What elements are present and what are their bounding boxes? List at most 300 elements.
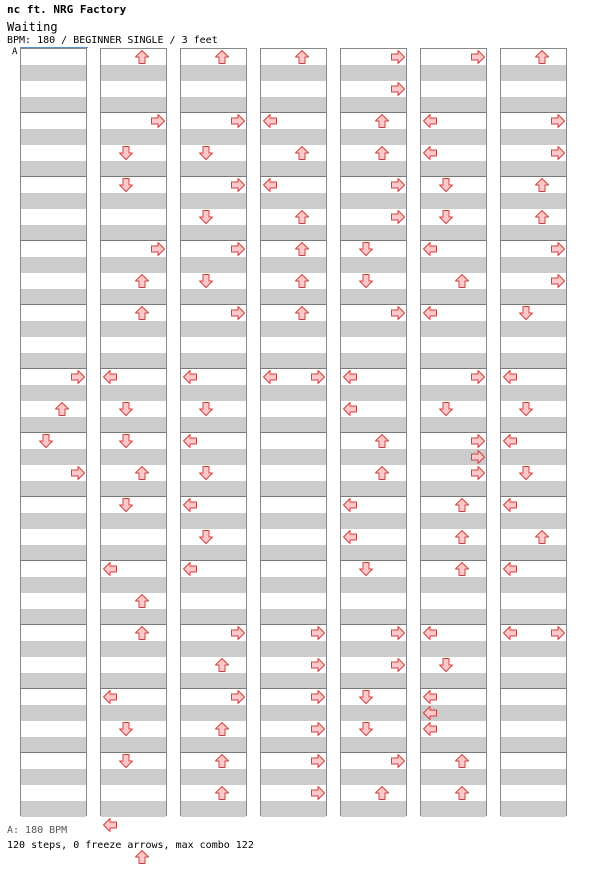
- left-arrow-icon: [502, 369, 518, 385]
- left-arrow-icon: [502, 561, 518, 577]
- beat-stripe: [421, 513, 486, 529]
- beat-stripe: [341, 513, 406, 529]
- up-arrow-icon: [374, 433, 390, 449]
- beat-stripe: [421, 769, 486, 785]
- chart-column-6: [420, 48, 487, 816]
- up-arrow-icon: [294, 273, 310, 289]
- beat-stripe: [501, 417, 566, 433]
- left-arrow-icon: [342, 497, 358, 513]
- song-artist: nc ft. NRG Factory: [7, 3, 127, 16]
- beat-stripe: [341, 129, 406, 145]
- right-arrow-icon: [230, 689, 246, 705]
- beat-stripe: [261, 193, 326, 209]
- left-arrow-icon: [262, 177, 278, 193]
- beat-stripe: [501, 481, 566, 497]
- beat-stripe: [101, 65, 166, 81]
- chart-column-5: [340, 48, 407, 816]
- down-arrow-icon: [198, 465, 214, 481]
- right-arrow-icon: [310, 753, 326, 769]
- measure-line: [21, 624, 86, 625]
- beat-stripe: [261, 705, 326, 721]
- left-arrow-icon: [422, 145, 438, 161]
- down-arrow-icon: [438, 177, 454, 193]
- left-arrow-icon: [102, 369, 118, 385]
- up-arrow-icon: [374, 785, 390, 801]
- measure-line: [21, 688, 86, 689]
- beat-stripe: [21, 513, 86, 529]
- beat-stripe: [421, 609, 486, 625]
- beat-stripe: [101, 289, 166, 305]
- beat-stripe: [501, 193, 566, 209]
- chart-meta: BPM: 180 / BEGINNER SINGLE / 3 feet: [7, 35, 218, 46]
- up-arrow-icon: [454, 785, 470, 801]
- beat-stripe: [501, 769, 566, 785]
- beat-stripe: [421, 225, 486, 241]
- up-arrow-icon: [54, 401, 70, 417]
- beat-stripe: [21, 609, 86, 625]
- beat-stripe: [261, 609, 326, 625]
- beat-stripe: [181, 641, 246, 657]
- beat-stripe: [181, 97, 246, 113]
- beat-stripe: [181, 577, 246, 593]
- beat-stripe: [21, 801, 86, 817]
- left-arrow-icon: [182, 561, 198, 577]
- beat-stripe: [21, 193, 86, 209]
- beat-stripe: [261, 737, 326, 753]
- up-arrow-icon: [454, 273, 470, 289]
- up-arrow-icon: [134, 465, 150, 481]
- left-arrow-icon: [422, 113, 438, 129]
- right-arrow-icon: [470, 449, 486, 465]
- down-arrow-icon: [518, 465, 534, 481]
- beat-stripe: [21, 417, 86, 433]
- measure-line: [21, 560, 86, 561]
- bpm-marker-label: A: [12, 47, 18, 57]
- beat-stripe: [421, 129, 486, 145]
- beat-stripe: [421, 545, 486, 561]
- beat-stripe: [261, 129, 326, 145]
- beat-stripe: [181, 161, 246, 177]
- left-arrow-icon: [502, 497, 518, 513]
- up-arrow-icon: [374, 113, 390, 129]
- beat-stripe: [181, 321, 246, 337]
- down-arrow-icon: [118, 177, 134, 193]
- beat-stripe: [261, 769, 326, 785]
- right-arrow-icon: [550, 145, 566, 161]
- beat-stripe: [21, 129, 86, 145]
- up-arrow-icon: [134, 593, 150, 609]
- up-arrow-icon: [214, 49, 230, 65]
- beat-stripe: [181, 737, 246, 753]
- beat-stripe: [101, 737, 166, 753]
- beat-stripe: [421, 737, 486, 753]
- down-arrow-icon: [118, 753, 134, 769]
- beat-stripe: [341, 321, 406, 337]
- beat-stripe: [261, 417, 326, 433]
- beat-stripe: [341, 641, 406, 657]
- beat-stripe: [21, 161, 86, 177]
- up-arrow-icon: [454, 497, 470, 513]
- beat-stripe: [501, 161, 566, 177]
- beat-stripe: [501, 257, 566, 273]
- beat-stripe: [101, 801, 166, 817]
- beat-stripe: [261, 641, 326, 657]
- beat-stripe: [261, 65, 326, 81]
- right-arrow-icon: [390, 625, 406, 641]
- down-arrow-icon: [358, 561, 374, 577]
- beat-stripe: [21, 449, 86, 465]
- left-arrow-icon: [422, 689, 438, 705]
- right-arrow-icon: [150, 241, 166, 257]
- beat-stripe: [501, 225, 566, 241]
- beat-stripe: [501, 97, 566, 113]
- right-arrow-icon: [310, 369, 326, 385]
- right-arrow-icon: [310, 625, 326, 641]
- beat-stripe: [341, 801, 406, 817]
- measure-line: [21, 496, 86, 497]
- chart-summary: 120 steps, 0 freeze arrows, max combo 122: [7, 840, 254, 851]
- beat-stripe: [181, 545, 246, 561]
- beat-stripe: [501, 641, 566, 657]
- down-arrow-icon: [198, 145, 214, 161]
- beat-stripe: [341, 161, 406, 177]
- beat-stripe: [21, 289, 86, 305]
- up-arrow-icon: [454, 529, 470, 545]
- up-arrow-icon: [294, 49, 310, 65]
- beat-stripe: [421, 385, 486, 401]
- left-arrow-icon: [182, 369, 198, 385]
- beat-stripe: [101, 385, 166, 401]
- beat-stripe: [501, 737, 566, 753]
- beat-stripe: [261, 161, 326, 177]
- measure-line: [501, 752, 566, 753]
- beat-stripe: [341, 449, 406, 465]
- right-arrow-icon: [550, 241, 566, 257]
- beat-stripe: [101, 577, 166, 593]
- measure-line: [21, 240, 86, 241]
- left-arrow-icon: [262, 113, 278, 129]
- beat-stripe: [101, 417, 166, 433]
- up-arrow-icon: [214, 721, 230, 737]
- beat-stripe: [501, 449, 566, 465]
- beat-stripe: [21, 65, 86, 81]
- beat-stripe: [21, 769, 86, 785]
- right-arrow-icon: [310, 689, 326, 705]
- left-arrow-icon: [422, 625, 438, 641]
- beat-stripe: [21, 705, 86, 721]
- beat-stripe: [421, 641, 486, 657]
- beat-stripe: [101, 545, 166, 561]
- down-arrow-icon: [118, 433, 134, 449]
- right-arrow-icon: [390, 177, 406, 193]
- right-arrow-icon: [230, 241, 246, 257]
- beat-stripe: [421, 353, 486, 369]
- beat-stripe: [181, 673, 246, 689]
- beat-stripe: [341, 353, 406, 369]
- left-arrow-icon: [422, 241, 438, 257]
- beat-stripe: [421, 65, 486, 81]
- measure-line: [21, 112, 86, 113]
- measure-line: [21, 304, 86, 305]
- beat-stripe: [501, 609, 566, 625]
- beat-stripe: [181, 353, 246, 369]
- right-arrow-icon: [550, 113, 566, 129]
- beat-stripe: [101, 449, 166, 465]
- beat-stripe: [101, 513, 166, 529]
- beat-stripe: [421, 161, 486, 177]
- beat-stripe: [101, 225, 166, 241]
- beat-stripe: [181, 257, 246, 273]
- beat-stripe: [501, 545, 566, 561]
- beat-stripe: [501, 577, 566, 593]
- beat-stripe: [261, 513, 326, 529]
- down-arrow-icon: [358, 689, 374, 705]
- chart-column-3: [180, 48, 247, 816]
- beat-stripe: [21, 481, 86, 497]
- down-arrow-icon: [518, 305, 534, 321]
- right-arrow-icon: [230, 305, 246, 321]
- left-arrow-icon: [502, 433, 518, 449]
- up-arrow-icon: [454, 753, 470, 769]
- beat-stripe: [181, 481, 246, 497]
- beat-stripe: [341, 289, 406, 305]
- left-arrow-icon: [102, 689, 118, 705]
- beat-stripe: [181, 65, 246, 81]
- beat-stripe: [341, 225, 406, 241]
- beat-stripe: [421, 193, 486, 209]
- beat-stripe: [181, 513, 246, 529]
- right-arrow-icon: [390, 81, 406, 97]
- right-arrow-icon: [70, 465, 86, 481]
- down-arrow-icon: [198, 401, 214, 417]
- beat-stripe: [101, 129, 166, 145]
- down-arrow-icon: [358, 273, 374, 289]
- beat-stripe: [261, 257, 326, 273]
- up-arrow-icon: [134, 305, 150, 321]
- right-arrow-icon: [230, 625, 246, 641]
- beat-stripe: [501, 289, 566, 305]
- right-arrow-icon: [470, 433, 486, 449]
- chart-column-4: [260, 48, 327, 816]
- beat-stripe: [261, 449, 326, 465]
- down-arrow-icon: [118, 401, 134, 417]
- beat-stripe: [181, 129, 246, 145]
- right-arrow-icon: [550, 625, 566, 641]
- left-arrow-icon: [502, 625, 518, 641]
- up-arrow-icon: [134, 273, 150, 289]
- beat-stripe: [181, 193, 246, 209]
- beat-stripe: [101, 769, 166, 785]
- right-arrow-icon: [390, 753, 406, 769]
- up-arrow-icon: [294, 145, 310, 161]
- chart-column-1: [20, 48, 87, 816]
- beat-stripe: [341, 193, 406, 209]
- down-arrow-icon: [198, 209, 214, 225]
- beat-stripe: [261, 321, 326, 337]
- up-arrow-icon: [534, 529, 550, 545]
- right-arrow-icon: [310, 721, 326, 737]
- left-arrow-icon: [102, 561, 118, 577]
- beat-stripe: [341, 545, 406, 561]
- beat-stripe: [261, 353, 326, 369]
- up-arrow-icon: [294, 209, 310, 225]
- beat-stripe: [501, 65, 566, 81]
- beat-stripe: [181, 417, 246, 433]
- down-arrow-icon: [198, 273, 214, 289]
- beat-stripe: [501, 385, 566, 401]
- beat-stripe: [101, 257, 166, 273]
- left-arrow-icon: [422, 305, 438, 321]
- down-arrow-icon: [438, 209, 454, 225]
- beat-stripe: [21, 97, 86, 113]
- beat-stripe: [181, 449, 246, 465]
- up-arrow-icon: [214, 753, 230, 769]
- beat-stripe: [21, 353, 86, 369]
- right-arrow-icon: [310, 657, 326, 673]
- beat-stripe: [261, 385, 326, 401]
- beat-stripe: [501, 801, 566, 817]
- beat-stripe: [101, 641, 166, 657]
- right-arrow-icon: [70, 369, 86, 385]
- right-arrow-icon: [230, 177, 246, 193]
- beat-stripe: [261, 289, 326, 305]
- beat-stripe: [501, 129, 566, 145]
- down-arrow-icon: [118, 721, 134, 737]
- beat-stripe: [21, 673, 86, 689]
- up-arrow-icon: [214, 785, 230, 801]
- beat-stripe: [21, 385, 86, 401]
- right-arrow-icon: [150, 113, 166, 129]
- measure-line: [261, 496, 326, 497]
- beat-stripe: [181, 289, 246, 305]
- beat-stripe: [101, 161, 166, 177]
- left-arrow-icon: [342, 369, 358, 385]
- down-arrow-icon: [198, 529, 214, 545]
- beat-stripe: [341, 481, 406, 497]
- beat-stripe: [501, 353, 566, 369]
- right-arrow-icon: [390, 305, 406, 321]
- beat-stripe: [181, 385, 246, 401]
- left-arrow-icon: [342, 529, 358, 545]
- beat-stripe: [341, 385, 406, 401]
- down-arrow-icon: [358, 241, 374, 257]
- measure-line: [261, 560, 326, 561]
- beat-stripe: [501, 321, 566, 337]
- down-arrow-icon: [118, 145, 134, 161]
- beat-stripe: [421, 257, 486, 273]
- beat-stripe: [21, 321, 86, 337]
- right-arrow-icon: [390, 209, 406, 225]
- beat-stripe: [181, 225, 246, 241]
- left-arrow-icon: [182, 433, 198, 449]
- beat-stripe: [421, 673, 486, 689]
- beat-stripe: [501, 673, 566, 689]
- beat-stripe: [421, 417, 486, 433]
- beat-stripe: [341, 257, 406, 273]
- beat-stripe: [261, 545, 326, 561]
- up-arrow-icon: [294, 241, 310, 257]
- left-arrow-icon: [262, 369, 278, 385]
- beat-stripe: [21, 737, 86, 753]
- beat-stripe: [421, 289, 486, 305]
- left-arrow-icon: [182, 497, 198, 513]
- beat-stripe: [341, 673, 406, 689]
- beat-stripe: [21, 641, 86, 657]
- up-arrow-icon: [534, 49, 550, 65]
- beat-stripe: [101, 321, 166, 337]
- beat-stripe: [101, 705, 166, 721]
- beat-stripe: [341, 769, 406, 785]
- beat-stripe: [341, 417, 406, 433]
- beat-stripe: [21, 577, 86, 593]
- beat-stripe: [101, 353, 166, 369]
- beat-stripe: [181, 705, 246, 721]
- beat-stripe: [21, 545, 86, 561]
- beat-stripe: [101, 97, 166, 113]
- left-arrow-icon: [422, 705, 438, 721]
- beat-stripe: [341, 97, 406, 113]
- beat-stripe: [421, 801, 486, 817]
- down-arrow-icon: [438, 401, 454, 417]
- measure-line: [21, 176, 86, 177]
- beat-stripe: [181, 801, 246, 817]
- up-arrow-icon: [134, 49, 150, 65]
- right-arrow-icon: [470, 465, 486, 481]
- up-arrow-icon: [374, 145, 390, 161]
- measure-line: [261, 432, 326, 433]
- beat-stripe: [101, 673, 166, 689]
- song-title: Waiting: [7, 20, 58, 34]
- beat-stripe: [421, 97, 486, 113]
- down-arrow-icon: [358, 721, 374, 737]
- measure-line: [501, 688, 566, 689]
- beat-stripe: [21, 257, 86, 273]
- up-arrow-icon: [134, 625, 150, 641]
- beat-stripe: [341, 577, 406, 593]
- beat-stripe: [341, 609, 406, 625]
- up-arrow-icon: [374, 465, 390, 481]
- up-arrow-icon: [134, 849, 150, 865]
- beat-stripe: [101, 609, 166, 625]
- down-arrow-icon: [438, 657, 454, 673]
- beat-stripe: [101, 481, 166, 497]
- beat-stripe: [341, 705, 406, 721]
- left-arrow-icon: [422, 721, 438, 737]
- right-arrow-icon: [230, 113, 246, 129]
- beat-stripe: [181, 769, 246, 785]
- beat-stripe: [421, 577, 486, 593]
- left-arrow-icon: [102, 817, 118, 833]
- right-arrow-icon: [470, 369, 486, 385]
- up-arrow-icon: [214, 657, 230, 673]
- beat-stripe: [21, 225, 86, 241]
- beat-stripe: [261, 673, 326, 689]
- beat-stripe: [341, 737, 406, 753]
- down-arrow-icon: [38, 433, 54, 449]
- beat-stripe: [261, 225, 326, 241]
- right-arrow-icon: [390, 49, 406, 65]
- right-arrow-icon: [310, 785, 326, 801]
- chart-column-7: [500, 48, 567, 816]
- chart-column-2: [100, 48, 167, 816]
- up-arrow-icon: [294, 305, 310, 321]
- beat-stripe: [261, 97, 326, 113]
- beat-stripe: [181, 609, 246, 625]
- beat-stripe: [261, 481, 326, 497]
- beat-stripe: [261, 577, 326, 593]
- left-arrow-icon: [342, 401, 358, 417]
- up-arrow-icon: [534, 209, 550, 225]
